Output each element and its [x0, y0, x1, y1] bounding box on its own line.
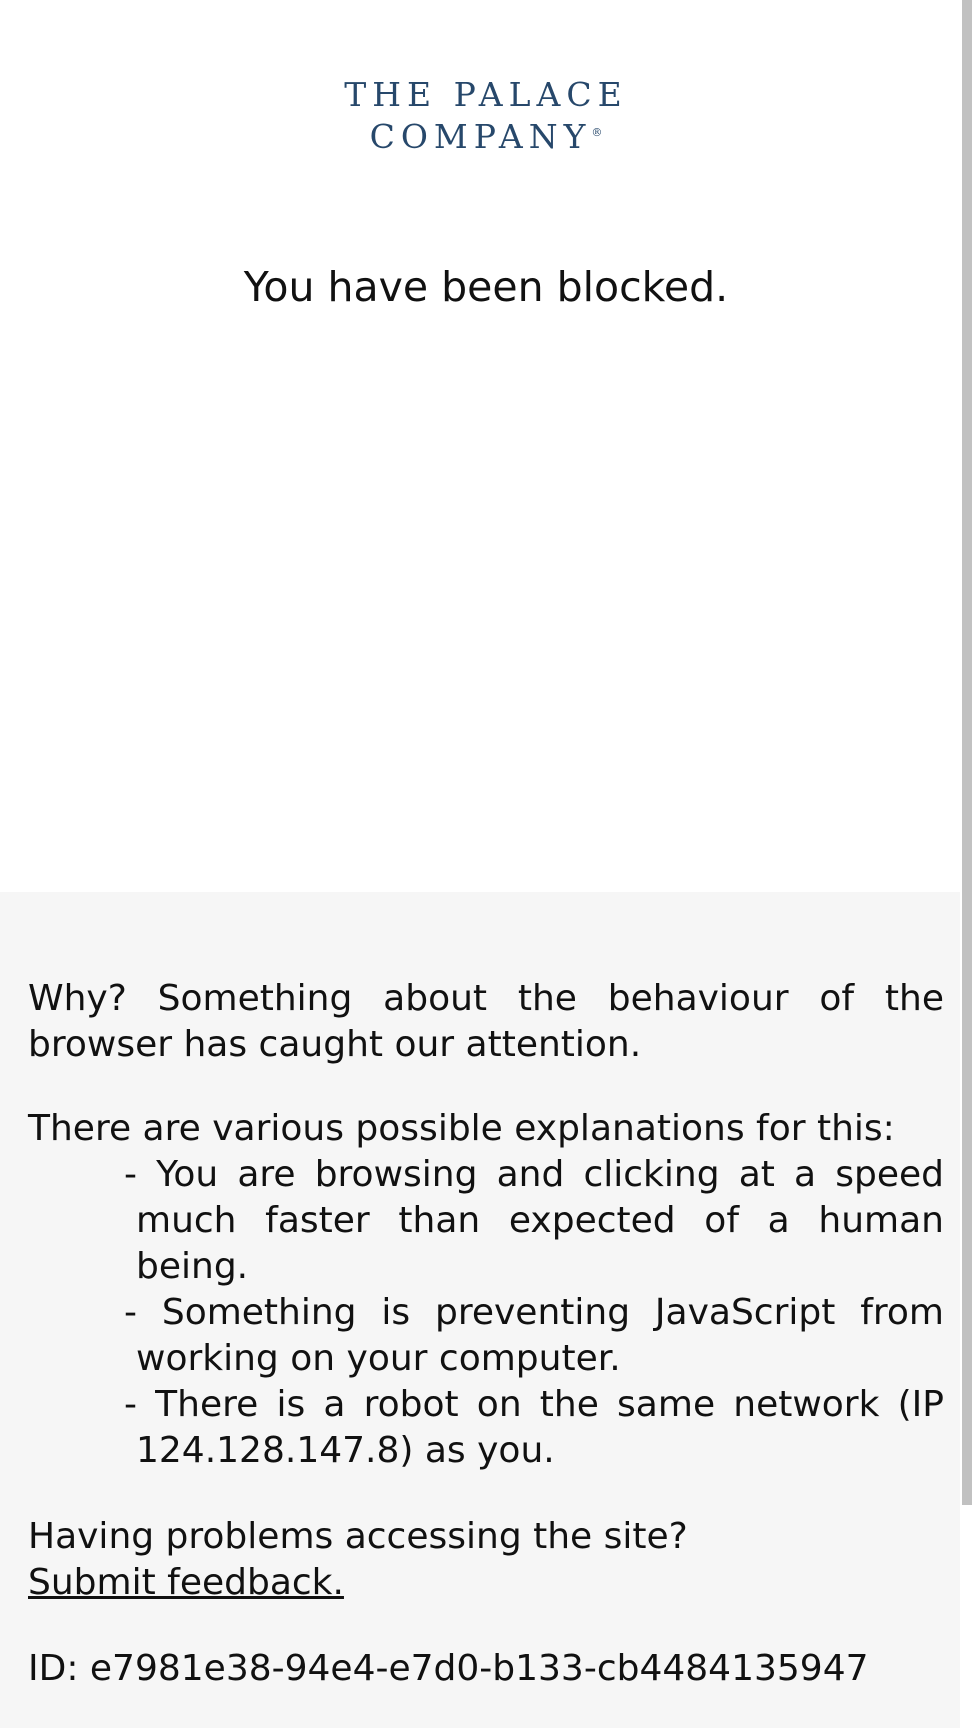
problems-block — [28, 1514, 944, 1606]
explanations-intro: There are various possible explanations for this: — [28, 1108, 895, 1149]
registered-mark: ® — [591, 126, 603, 139]
logo-line-1: THE PALACE — [344, 75, 628, 114]
problems-text: Having problems accessing the site? — [28, 1516, 688, 1557]
scrollbar-thumb[interactable] — [962, 0, 972, 1505]
logo-line-2-text: COMPANY — [369, 117, 592, 156]
request-id: ID: e7981e38-94e4-e7d0-b133-cb4484135947 — [28, 1648, 869, 1689]
reasons-list — [28, 1152, 944, 1474]
why-text: Why? Something about the behaviour of the browser has caught our attention. — [28, 978, 944, 1065]
blocked-headline: You have been blocked. — [243, 263, 729, 311]
list-item: - You are browsing and clicking at a speed much faster than expected of a human being. — [124, 1154, 944, 1287]
explanation-content — [28, 976, 944, 1692]
submit-feedback-link[interactable]: Submit feedback. — [28, 1562, 344, 1603]
palace-company-logo — [0, 76, 972, 156]
logo-line-2 — [0, 114, 972, 156]
list-item: - Something is preventing JavaScript from working on your computer. — [124, 1292, 944, 1379]
list-item: - There is a robot on the same network (IP 124.128.147.8) as you. — [124, 1384, 944, 1471]
